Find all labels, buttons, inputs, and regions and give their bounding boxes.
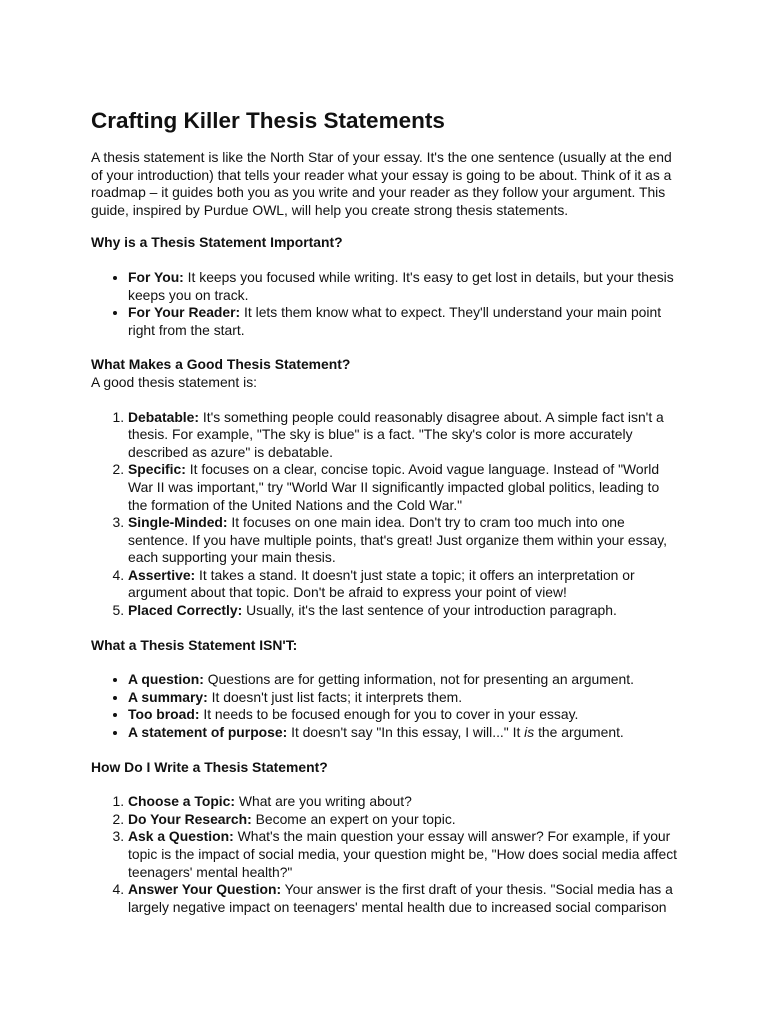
item-text: Your answer is the first draft of your thesis. "Social media has a largely negative impact on teenagers' mental health due to increased social comparison — [128, 881, 673, 915]
item-label: For Your Reader: — [128, 304, 241, 321]
item-text-tail: the argument. — [534, 724, 624, 741]
item-label: Single-Minded: — [128, 514, 228, 531]
list-item — [128, 269, 681, 304]
item-text: Usually, it's the last sentence of your introduction paragraph. — [242, 602, 617, 619]
list-item — [128, 461, 681, 514]
item-text: Become an expert on your topic. — [251, 810, 456, 827]
document-title: Crafting Killer Thesis Statements — [91, 108, 445, 133]
list-item — [128, 602, 681, 620]
how-list — [91, 793, 681, 916]
section-heading-isnt: What a Thesis Statement ISN'T: — [91, 636, 298, 653]
list-item — [128, 304, 681, 339]
item-label: Do Your Research: — [128, 810, 252, 827]
good-lead: A good thesis statement is: — [91, 373, 258, 390]
list-item — [128, 671, 681, 689]
item-label: Choose a Topic: — [128, 793, 236, 810]
section-heading-good: What Makes a Good Thesis Statement? — [91, 356, 351, 373]
item-label: Answer Your Question: — [128, 881, 282, 898]
list-item — [128, 567, 681, 602]
list-item — [128, 689, 681, 707]
list-item — [128, 706, 681, 724]
item-label: Assertive: — [128, 566, 196, 583]
item-label: A summary: — [128, 688, 208, 705]
item-label: A question: — [128, 671, 204, 688]
intro-paragraph: A thesis statement is like the North Star of your essay. It's the one sentence (usually at the end of your introduction) that tells your reader what your essay is going to be about. Think of it as a roadmap – it guides both you as you write and your reader as they follow your argument. This guide, inspired by Purdue OWL, will help you create strong thesis statements. — [91, 149, 672, 218]
section-heading-how: How Do I Write a Thesis Statement? — [91, 758, 328, 775]
item-text: It lets them know what to expect. They'll understand your main point right from the start. — [128, 304, 662, 338]
item-label: Debatable: — [128, 408, 200, 425]
item-emphasis: is — [524, 724, 535, 741]
item-label: Too broad: — [128, 706, 200, 723]
item-text: It doesn't just list facts; it interprets them. — [207, 688, 463, 705]
item-label: Specific: — [128, 461, 186, 478]
section-heading-why: Why is a Thesis Statement Important? — [91, 234, 343, 251]
item-label: A statement of purpose: — [128, 724, 288, 741]
item-text: What's the main question your essay will answer? For example, if your topic is the impact of social media, your question might be, "How does social media affect teenagers' mental health?" — [128, 828, 677, 880]
item-text: It takes a stand. It doesn't just state a topic; it offers an interpretation or argument about that topic. Don't be afraid to express your point of view! — [128, 566, 635, 601]
good-list — [91, 409, 681, 620]
list-item — [128, 514, 681, 567]
item-text: It doesn't say "In this essay, I will..." It — [287, 724, 525, 741]
isnt-list — [91, 671, 681, 741]
list-item — [128, 724, 681, 742]
item-text: It needs to be focused enough for you to cover in your essay. — [199, 706, 579, 723]
why-list — [91, 269, 681, 339]
item-label: For You: — [128, 268, 184, 285]
item-text: Questions are for getting information, not for presenting an argument. — [203, 671, 634, 688]
list-item — [128, 793, 681, 811]
list-item — [128, 811, 681, 829]
document-body — [91, 107, 681, 916]
item-text: It keeps you focused while writing. It's easy to get lost in details, but your thesis keeps you on track. — [128, 268, 674, 303]
item-text: What are you writing about? — [235, 793, 412, 810]
list-item — [128, 828, 681, 881]
item-label: Ask a Question: — [128, 828, 234, 845]
list-item — [128, 881, 681, 916]
list-item — [128, 409, 681, 462]
item-label: Placed Correctly: — [128, 602, 243, 619]
item-text: It's something people could reasonably disagree about. A simple fact isn't a thesis. For example, "The sky is blue" is a fact. "The sky's color is more accurately described as azure" is debatable. — [128, 408, 664, 460]
item-text: It focuses on one main idea. Don't try to cram too much into one sentence. If you have multiple points, that's great! Just organize them within your essay, each supporting your main thesis. — [128, 514, 668, 566]
item-text: It focuses on a clear, concise topic. Avoid vague language. Instead of "World War II was important," try "World War II significantly impacted global politics, leading to the formation of the United Nations and the Cold War." — [128, 461, 660, 513]
